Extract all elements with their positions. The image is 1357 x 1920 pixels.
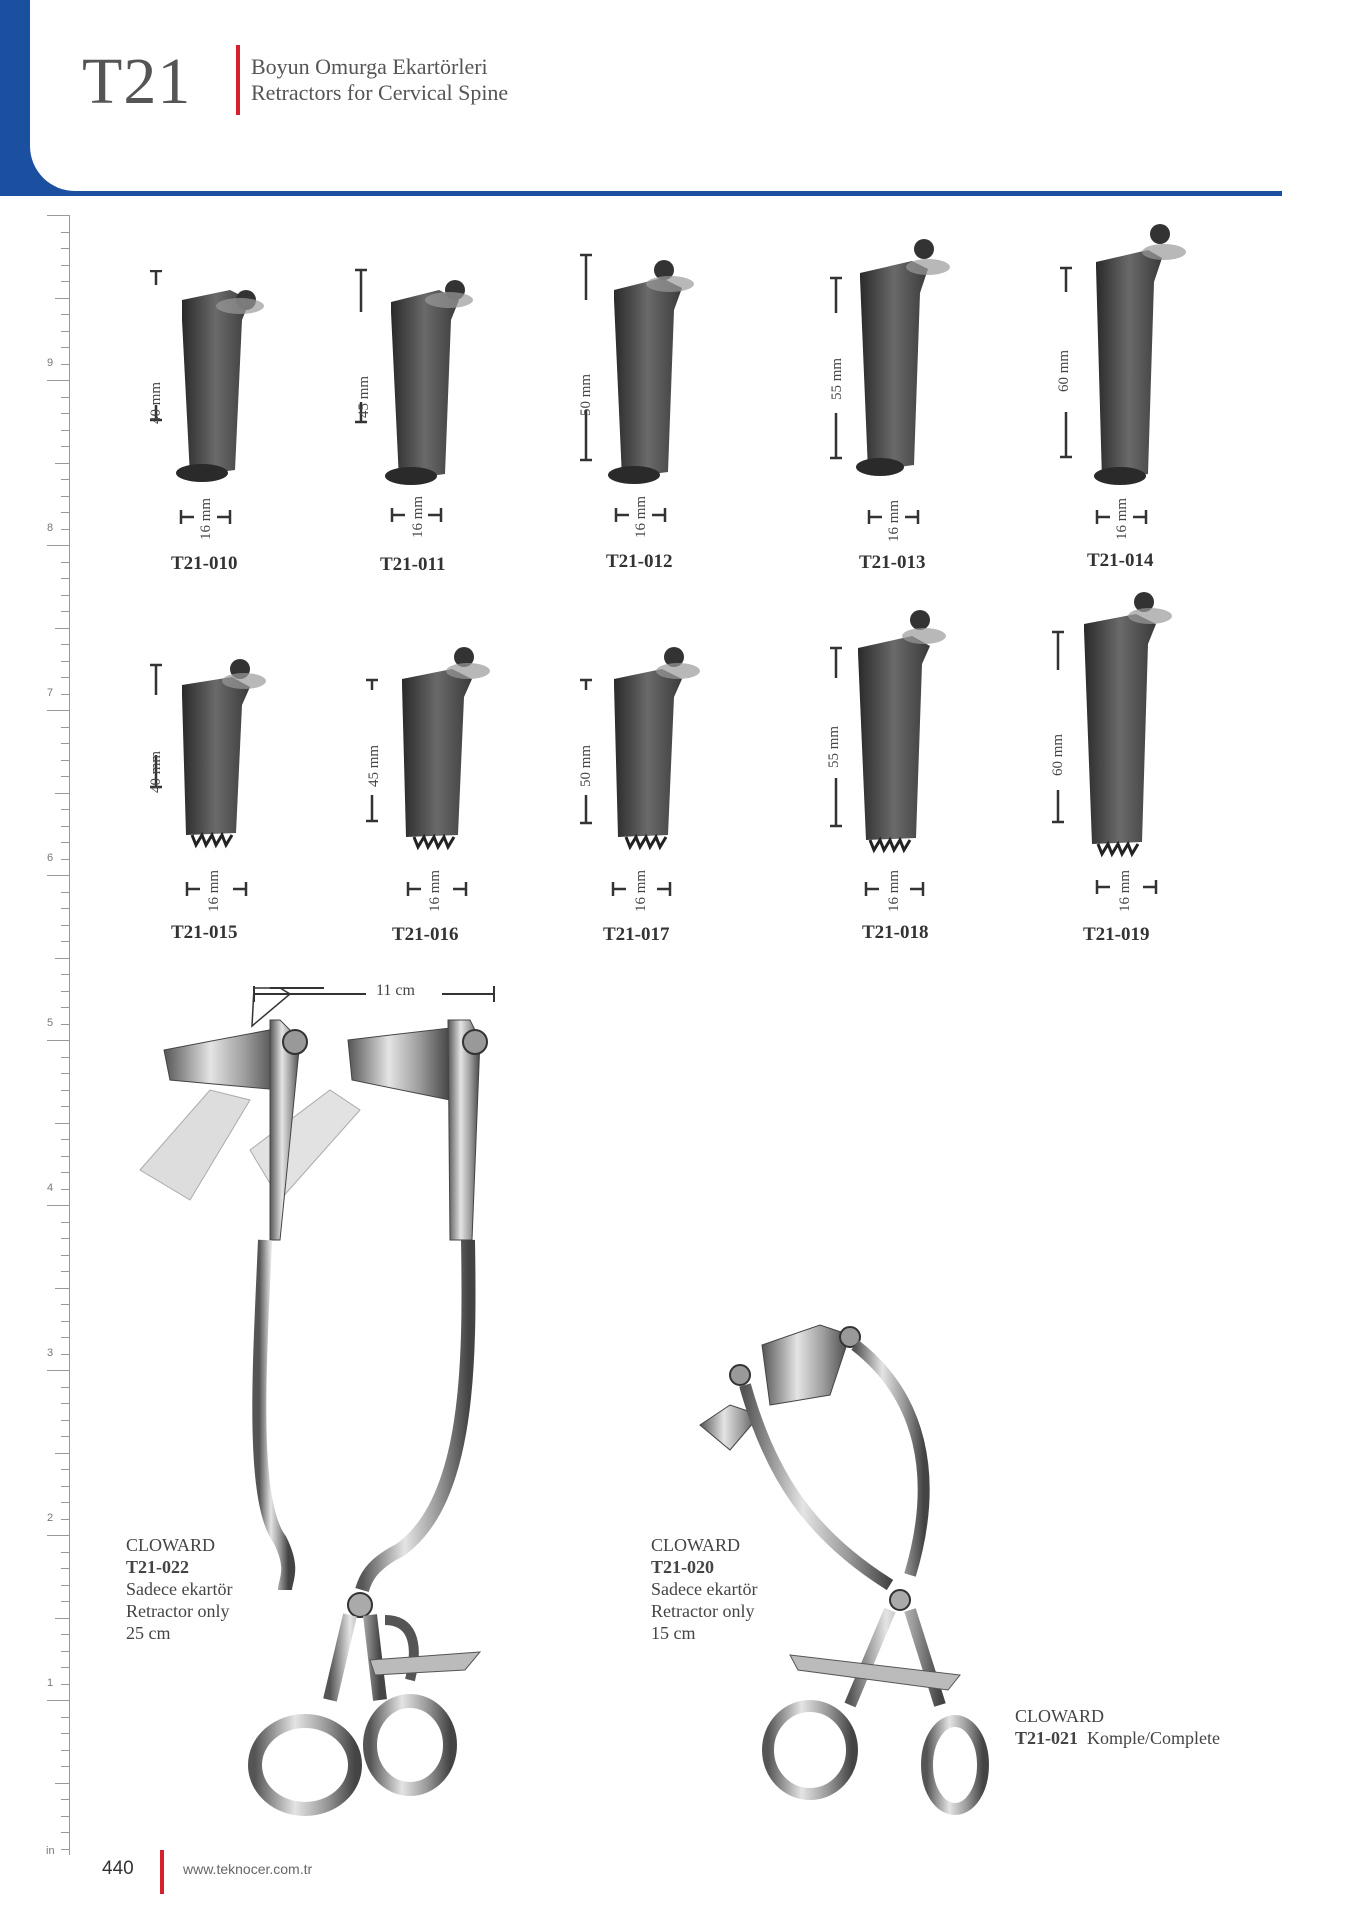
cloward-large-retractor-image bbox=[130, 980, 510, 1830]
brand-name: CLOWARD bbox=[1015, 1706, 1104, 1726]
item-code: T21-014 bbox=[1087, 550, 1154, 571]
width-label: 16 mm bbox=[206, 869, 222, 912]
small-retractor-caption bbox=[651, 1534, 757, 1644]
description-tr: Sadece ekartör bbox=[126, 1579, 233, 1599]
item-code: T21-018 bbox=[862, 922, 929, 943]
width-label: 16 mm bbox=[633, 869, 649, 912]
ruler-number: 2 bbox=[47, 1512, 54, 1524]
website-link[interactable]: www.teknocer.com.tr bbox=[183, 1861, 313, 1877]
ruler-number: 1 bbox=[47, 1677, 54, 1689]
item-code: T21-019 bbox=[1083, 924, 1150, 945]
description-en: Retractor only bbox=[651, 1601, 755, 1621]
item-code: T21-011 bbox=[380, 554, 446, 575]
product-code: T21-022 bbox=[126, 1557, 189, 1577]
ruler-number: 5 bbox=[47, 1017, 54, 1029]
length-label: 55 mm bbox=[826, 725, 842, 768]
item-code: T21-013 bbox=[859, 552, 926, 573]
footer-divider bbox=[160, 1850, 164, 1894]
section-code: T21 bbox=[82, 45, 192, 118]
length-label: 50 mm bbox=[578, 373, 594, 416]
item-code: T21-010 bbox=[171, 553, 238, 574]
blade-t21-017 bbox=[570, 645, 770, 945]
title-english: Retractors for Cervical Spine bbox=[251, 80, 509, 105]
complete-label: Komple/Complete bbox=[1087, 1728, 1220, 1748]
blade-t21-016 bbox=[360, 645, 560, 945]
ruler-number: 8 bbox=[47, 522, 54, 534]
ruler-number: 9 bbox=[47, 357, 54, 369]
ruler-number: 6 bbox=[47, 852, 54, 864]
product-size: 15 cm bbox=[651, 1623, 696, 1643]
length-label: 45 mm bbox=[366, 744, 382, 787]
length-label: 60 mm bbox=[1050, 733, 1066, 776]
item-code: T21-015 bbox=[171, 922, 238, 943]
blade-t21-019 bbox=[1040, 590, 1240, 890]
length-label: 40 mm bbox=[148, 381, 164, 424]
width-label: 16 mm bbox=[1114, 497, 1130, 540]
page-number: 440 bbox=[102, 1858, 134, 1879]
width-label: 16 mm bbox=[886, 869, 902, 912]
width-label: 16 mm bbox=[410, 495, 426, 538]
product-code: T21-021 bbox=[1015, 1728, 1078, 1748]
width-label: 16 mm bbox=[198, 497, 214, 540]
item-code: T21-012 bbox=[606, 551, 673, 572]
ruler-unit: in bbox=[46, 1845, 55, 1857]
item-code: T21-017 bbox=[603, 924, 670, 945]
blade-t21-015 bbox=[140, 655, 340, 955]
blade-image bbox=[1040, 590, 1200, 860]
product-code: T21-020 bbox=[651, 1557, 714, 1577]
width-label: 16 mm bbox=[633, 495, 649, 538]
width-label: 16 mm bbox=[886, 499, 902, 542]
ruler-number: 4 bbox=[47, 1182, 54, 1194]
blade-image bbox=[360, 645, 520, 855]
description-tr: Sadece ekartör bbox=[651, 1579, 758, 1599]
title-turkish: Boyun Omurga Ekartörleri bbox=[251, 54, 488, 79]
length-label: 55 mm bbox=[829, 357, 845, 400]
item-code: T21-016 bbox=[392, 924, 459, 945]
brand-name: CLOWARD bbox=[651, 1535, 740, 1555]
length-label: 50 mm bbox=[578, 744, 594, 787]
length-label: 40 mm bbox=[148, 750, 164, 793]
large-retractor-caption bbox=[126, 1534, 232, 1644]
description-en: Retractor only bbox=[126, 1601, 230, 1621]
width-label: 16 mm bbox=[1117, 869, 1133, 912]
ruler-number: 3 bbox=[47, 1347, 54, 1359]
span-label: 11 cm bbox=[376, 982, 415, 999]
blade-image bbox=[820, 608, 980, 858]
blade-t21-018 bbox=[820, 608, 1020, 908]
product-size: 25 cm bbox=[126, 1623, 171, 1643]
complete-set-caption bbox=[1015, 1705, 1220, 1749]
length-label: 60 mm bbox=[1056, 349, 1072, 392]
width-label: 16 mm bbox=[427, 869, 443, 912]
ruler-number: 7 bbox=[47, 687, 54, 699]
length-label: 45 mm bbox=[356, 375, 372, 418]
brand-name: CLOWARD bbox=[126, 1535, 215, 1555]
